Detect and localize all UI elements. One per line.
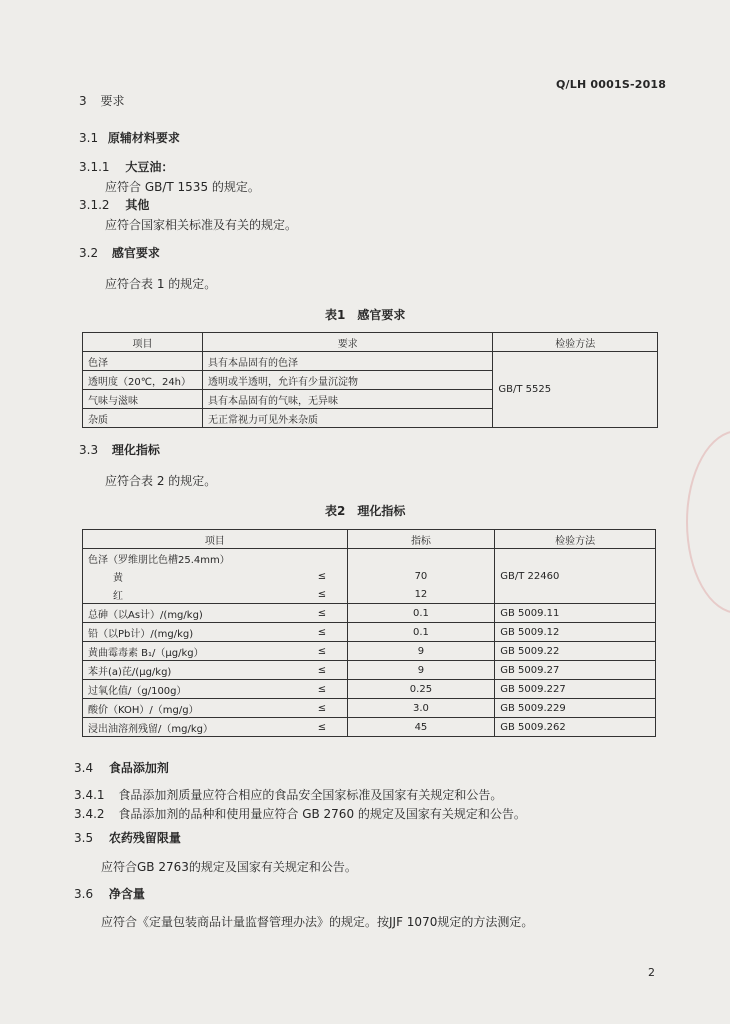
page-number: 2 — [648, 966, 655, 979]
section-3-4-heading — [74, 759, 169, 776]
table2-item: 酸价（KOH）/（mg/g） — [83, 699, 298, 718]
table2-sym: ≤ — [297, 718, 347, 737]
table2-sym: ≤ — [297, 699, 347, 718]
table2-method: GB 5009.229 — [495, 699, 656, 718]
table2-color-item: 红 — [83, 585, 298, 604]
section-3-1-1-text: 应符合 GB/T 1535 的规定。 — [105, 180, 260, 194]
section-number: 3.1.1 — [79, 160, 110, 174]
section-3-1-2-text: 应符合国家相关标准及有关的规定。 — [105, 218, 298, 232]
section-number: 3.4.2 — [74, 807, 105, 821]
table1-cell: 无正常视力可见外来杂质 — [202, 409, 492, 428]
table2-value: 0.25 — [347, 680, 495, 699]
table2-item: 总砷（以As计）/(mg/kg) — [83, 604, 298, 623]
table-row — [83, 623, 656, 642]
table-row — [83, 661, 656, 680]
table-row — [83, 680, 656, 699]
table2-method: GB 5009.27 — [495, 661, 656, 680]
section-3-heading — [79, 92, 124, 109]
table2-blank-cell — [495, 585, 656, 604]
section-3-6-heading — [74, 885, 145, 902]
table1-cell: 气味与滋味 — [83, 390, 203, 409]
table1-caption: 表1 感官要求 — [325, 308, 406, 322]
table2-value: 3.0 — [347, 699, 495, 718]
table1-header-method: 检验方法 — [493, 333, 658, 352]
table1-header-requirement: 要求 — [202, 333, 492, 352]
section-title: 其他 — [125, 198, 150, 212]
table2-blank-cell — [347, 549, 495, 568]
table1-cell: 透明度（20℃，24h） — [83, 371, 203, 390]
table1-cell: 色泽 — [83, 352, 203, 371]
section-title: 感官要求 — [111, 246, 160, 260]
table2-caption: 表2 理化指标 — [325, 504, 406, 518]
section-number: 3.5 — [74, 831, 94, 845]
table1-cell: 杂质 — [83, 409, 203, 428]
section-title: 原辅材料要求 — [107, 131, 180, 145]
section-title: 大豆油： — [125, 160, 174, 174]
table2-item: 铅（以Pb计）/(mg/kg) — [83, 623, 298, 642]
table2-sym: ≤ — [297, 680, 347, 699]
section-3-2-text: 应符合表 1 的规定。 — [105, 277, 217, 291]
table2-method: GB 5009.227 — [495, 680, 656, 699]
section-number: 3.4 — [74, 761, 94, 775]
section-title: 要求 — [100, 94, 125, 108]
section-title: 净含量 — [108, 887, 145, 901]
section-3-4-2 — [74, 805, 526, 822]
table2-item: 浸出油溶剂残留/（mg/kg） — [83, 718, 298, 737]
section-title: 农药残留限量 — [108, 831, 181, 845]
table2-item: 黄曲霉毒素 B₁/（μg/kg） — [83, 642, 298, 661]
section-number: 3.4.1 — [74, 788, 105, 802]
table2-value: 45 — [347, 718, 495, 737]
section-number: 3.2 — [79, 246, 99, 260]
table2-sym: ≤ — [297, 623, 347, 642]
section-number: 3.6 — [74, 887, 94, 901]
table1-cell: 具有本品固有的气味，无异味 — [202, 390, 492, 409]
section-3-2-heading — [79, 244, 160, 261]
table2-item: 苯并(a)芘/(μg/kg) — [83, 661, 298, 680]
section-text: 食品添加剂质量应符合相应的食品安全国家标准及国家有关规定和公告。 — [118, 788, 503, 802]
table2-color-method: GB/T 22460 — [495, 567, 656, 585]
table2-item: 过氧化值/（g/100g） — [83, 680, 298, 699]
table2-value: 9 — [347, 661, 495, 680]
table1-cell: 透明或半透明，允许有少量沉淀物 — [202, 371, 492, 390]
table2-sym: ≤ — [297, 642, 347, 661]
table-row — [83, 604, 656, 623]
table2-value: 12 — [347, 585, 495, 604]
section-text: 食品添加剂的品种和使用量应符合 GB 2760 的规定及国家有关规定和公告。 — [118, 807, 526, 821]
table2-value: 70 — [347, 567, 495, 585]
table-row — [83, 699, 656, 718]
table1-sensory — [82, 332, 658, 428]
table2-color-label: 色泽（罗维朋比色槽25.4mm） — [83, 549, 348, 568]
table2-sym: ≤ — [297, 585, 347, 604]
section-3-3-heading — [79, 441, 160, 458]
section-number: 3 — [79, 94, 87, 108]
table2-method: GB 5009.11 — [495, 604, 656, 623]
section-3-4-1 — [74, 786, 502, 803]
table2-physicochemical — [82, 529, 656, 737]
section-3-1-heading — [79, 129, 180, 146]
standard-code: Q/LH 0001S-2018 — [556, 78, 667, 91]
section-3-1-1-heading — [79, 158, 173, 175]
table2-color-item: 黄 — [83, 567, 298, 585]
table-row — [83, 642, 656, 661]
table2-header-method: 检验方法 — [495, 530, 656, 549]
section-3-3-text: 应符合表 2 的规定。 — [105, 474, 217, 488]
table2-sym: ≤ — [297, 567, 347, 585]
section-3-5-heading — [74, 829, 181, 846]
table2-sym: ≤ — [297, 661, 347, 680]
table2-header-index: 指标 — [347, 530, 495, 549]
section-number: 3.1 — [79, 131, 99, 145]
section-3-5-text: 应符合GB 2763的规定及国家有关规定和公告。 — [101, 860, 357, 874]
table2-method: GB 5009.12 — [495, 623, 656, 642]
table2-method: GB 5009.262 — [495, 718, 656, 737]
section-number: 3.3 — [79, 443, 99, 457]
section-number: 3.1.2 — [79, 198, 110, 212]
table1-header-item: 项目 — [83, 333, 203, 352]
table2-sym: ≤ — [297, 604, 347, 623]
table2-header-item: 项目 — [83, 530, 348, 549]
seal-stamp-fragment — [690, 430, 730, 620]
section-3-6-text: 应符合《定量包装商品计量监督管理办法》的规定。按JJF 1070规定的方法测定。 — [101, 915, 534, 929]
section-title: 理化指标 — [111, 443, 160, 457]
table2-value: 0.1 — [347, 623, 495, 642]
table2-value: 0.1 — [347, 604, 495, 623]
section-title: 食品添加剂 — [108, 761, 169, 775]
table1-method-cell: GB/T 5525 — [493, 352, 658, 428]
table2-value: 9 — [347, 642, 495, 661]
table1-cell: 具有本品固有的色泽 — [202, 352, 492, 371]
table-row — [83, 718, 656, 737]
section-3-1-2-heading — [79, 196, 149, 213]
table2-blank-cell — [495, 549, 656, 568]
table2-method: GB 5009.22 — [495, 642, 656, 661]
